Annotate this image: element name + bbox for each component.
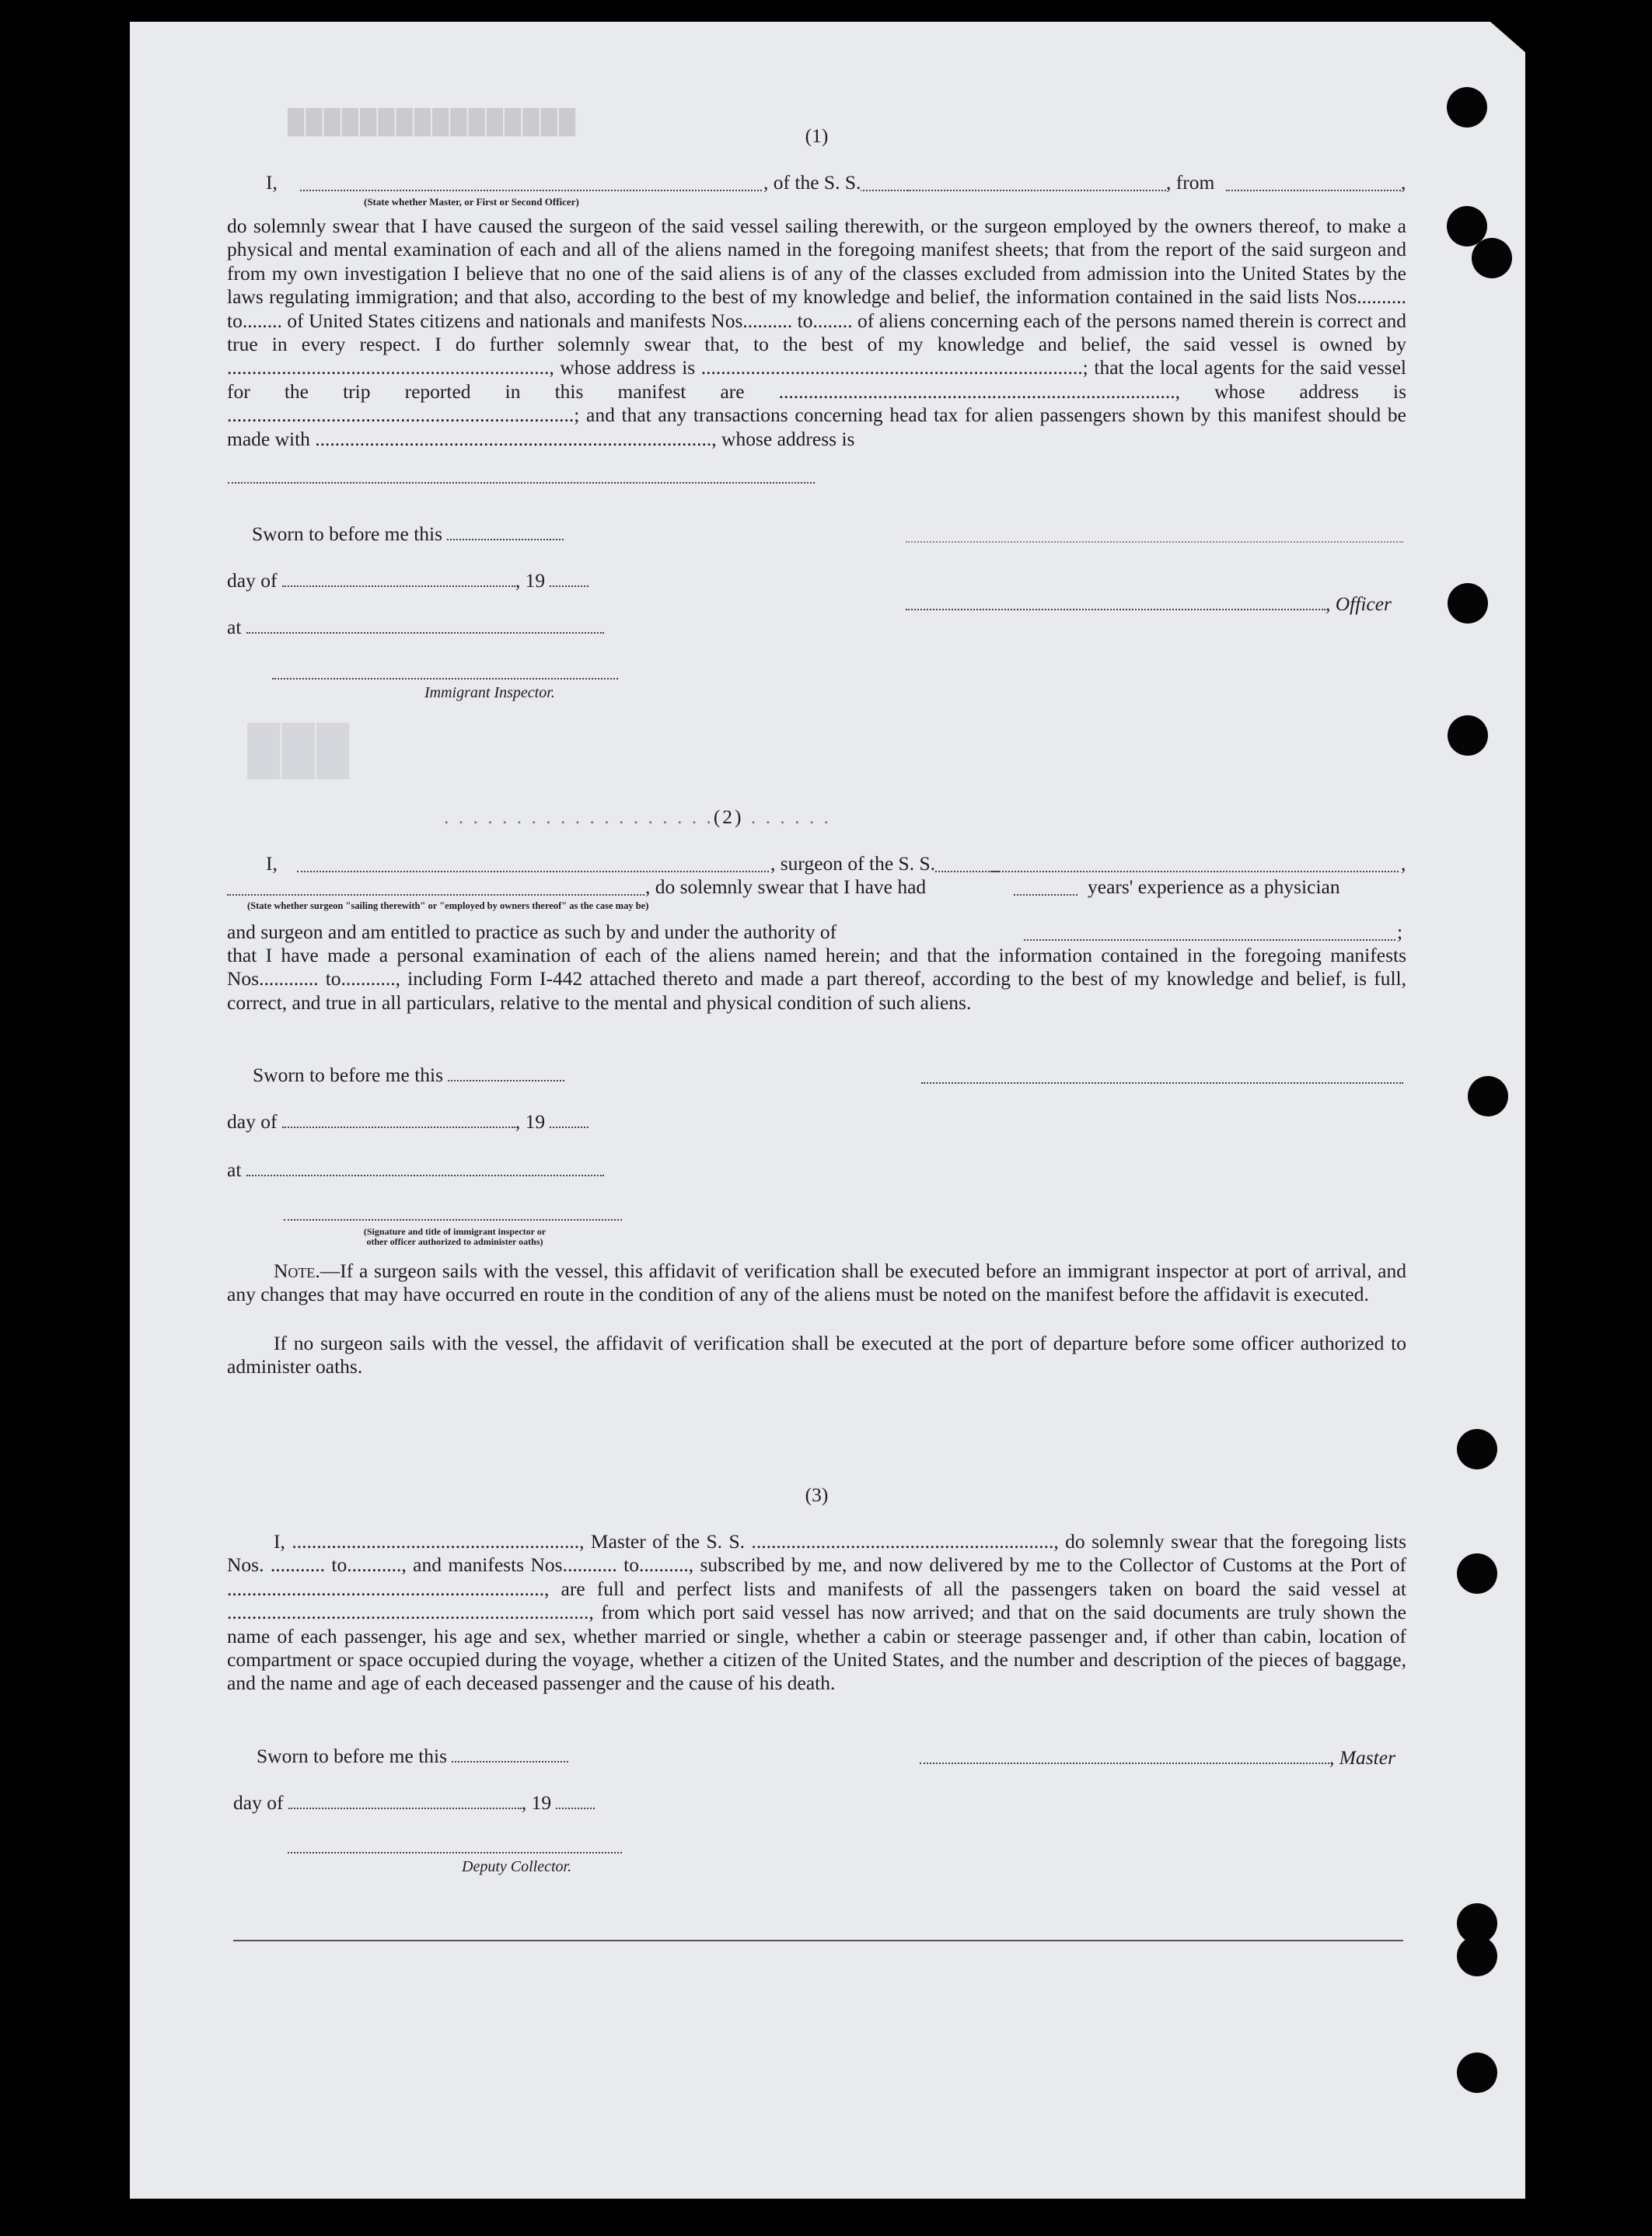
sworn-date-field[interactable] [447, 539, 564, 540]
deputy-collector-signature-field[interactable] [288, 1852, 622, 1853]
section-2-paragraph: that I have made a personal examination of each of the aliens named herein; and that the information contained in the foregoing manifests Nos............ to..........., including Form I-442 attached thereto and made a part thereof, according to the best of my knowledge and belief, is full, correct, and true in all particulars, relative to the mental and physical condition of such aliens. [227, 944, 1406, 1014]
binder-hole [1472, 238, 1512, 278]
surgeon-type-field[interactable] [227, 894, 647, 896]
binder-hole [1468, 1076, 1508, 1116]
master-name-field[interactable] [300, 190, 992, 191]
section-2-sworn: Sworn to before me this [253, 1064, 626, 1087]
officer-signature-field[interactable] [906, 609, 1325, 610]
sworn-date-field[interactable] [448, 1080, 564, 1081]
binder-hole [1457, 1553, 1497, 1594]
section-3-number: (3) [805, 1483, 829, 1506]
surgeon-signature-field[interactable] [921, 1082, 1403, 1084]
binder-hole [1457, 1936, 1497, 1976]
binder-hole [1457, 2053, 1497, 2093]
vessel-name-field[interactable] [907, 190, 1172, 191]
section-2-at: at [227, 1158, 631, 1182]
section-2-day-of: day of , 19 [227, 1110, 631, 1134]
binder-hole [1448, 583, 1488, 624]
authority-field[interactable] [1024, 939, 1395, 941]
section-3-master: , Master [920, 1746, 1409, 1770]
section-2-note: Note.—If a surgeon sails with the vessel, this affidavit of verification shall be executed before an immigrant inspector at port of arrival, and any changes that may have occurred en route in the condition of any of the aliens must be noted on the manifest before the affidavit is executed. [227, 1259, 1406, 1306]
sworn-date-field[interactable] [452, 1761, 568, 1763]
officer-signature-extra-line[interactable] [906, 541, 1403, 543]
year-field[interactable] [556, 1808, 595, 1809]
section-1-paragraph: do solemnly swear that I have caused the surgeon of the said vessel sailing therewith, or the surgeon employed by the owners thereof, to make a physical and mental examination of each and all of the aliens named in the foregoing manifest sheets; that from the report of the said surgeon and from my own investigation I believe that no one of the said aliens is of any of the classes excluded from admission into the United States by the laws regulating immigration; and that also, according to the best of my knowledge and belief, the information contained in the said lists Nos.......... to........ of United States citizens and nationals and manifests Nos.......... to........ of aliens concerning each of the persons named therein is correct and true in every respect. I do further solemnly swear that, to the best of my knowledge and belief, the said vessel is owned by ................................................................., whose address is .............................................................................; that the local agents for the said vessel for the trip reported in this manifest are ................................................................................, whose address is ......................................................................; and that any transactions concerning head tax for alien passengers shown by this manifest should be made with ................................................................................, whose address is [227, 215, 1406, 450]
binder-hole [1447, 87, 1487, 128]
section-1-day-of: day of , 19 [227, 569, 631, 592]
section-2-number: . . . . . . . . . . . . . . . . . . .(2) . . . . . . [443, 805, 832, 828]
year-field[interactable] [550, 585, 589, 587]
section-1-officer: , Officer [906, 592, 1411, 616]
master-signature-field[interactable] [920, 1763, 1329, 1764]
year-field[interactable] [550, 1127, 589, 1128]
section-1-sworn: Sworn to before me this [252, 522, 625, 546]
departure-port-field[interactable] [1226, 190, 1401, 191]
section-2-note-2: If no surgeon sails with the vessel, the affidavit of verification shall be executed at the port of departure before some officer authorized to administer oaths. [227, 1332, 1406, 1378]
deputy-collector-label: Deputy Collector. [462, 1858, 572, 1875]
at-place-field[interactable] [246, 1175, 604, 1176]
immigrant-inspector-label: Immigrant Inspector. [424, 684, 555, 701]
day-of-field[interactable] [288, 1808, 522, 1809]
bottom-rule [233, 1940, 1403, 1941]
oath-officer-signature-field[interactable] [284, 1219, 622, 1221]
day-of-field[interactable] [282, 585, 515, 587]
bleed-through-header: ████████████████ [288, 110, 578, 135]
bleed-through-number: ███ [247, 724, 351, 775]
section-3-sworn: Sworn to before me this [257, 1745, 630, 1768]
at-place-field[interactable] [246, 632, 604, 634]
years-experience-field[interactable] [1014, 894, 1077, 896]
inspector-signature-field[interactable] [272, 678, 618, 680]
section-3-paragraph: I, .........................................................., Master of the S. S. ............................................................., do solemnly swear that the foregoing lists Nos. ........... to..........., and manifests Nos........... to.........., subscribed by me, and now delivered by me to the Collector of Customs at the Port of ................................................................, are full and perfect lists and manifests of all the passengers taken on board the said vessel at ........................................................................., from which port said vessel has now arrived; and that on the said documents are truly shown the name of each passenger, his age and sex, whether married or single, whether a cabin or steerage passenger and, if other than cabin, location of compartment or space occupied during the voyage, whether a citizen of the United States, and the number and description of the pieces of baggage, and the name and age of each deceased passenger and the cause of his death. [227, 1530, 1406, 1695]
binder-hole [1448, 715, 1488, 756]
section-1-state-note: (State whether Master, or First or Second Officer) [364, 196, 579, 208]
surgeon-vessel-field[interactable] [990, 871, 1399, 872]
section-3-day-of: day of , 19 [233, 1791, 637, 1815]
section-1-at: at [227, 616, 631, 639]
day-of-field[interactable] [282, 1127, 515, 1128]
section-2-state-note: (State whether surgeon "sailing therewith" or "employed by owners thereof" as the case may be) [247, 900, 649, 911]
binder-hole [1457, 1429, 1497, 1469]
section-1-extra-address-line[interactable] [228, 482, 815, 484]
section-2-signature-note: (Signature and title of immigrant inspector or other officer authorized to administer oaths) [363, 1226, 547, 1247]
section-2-line-3: and surgeon and am entitled to practice as such by and under the authority of ; [227, 921, 1403, 943]
section-1-number: (1) [805, 124, 829, 147]
